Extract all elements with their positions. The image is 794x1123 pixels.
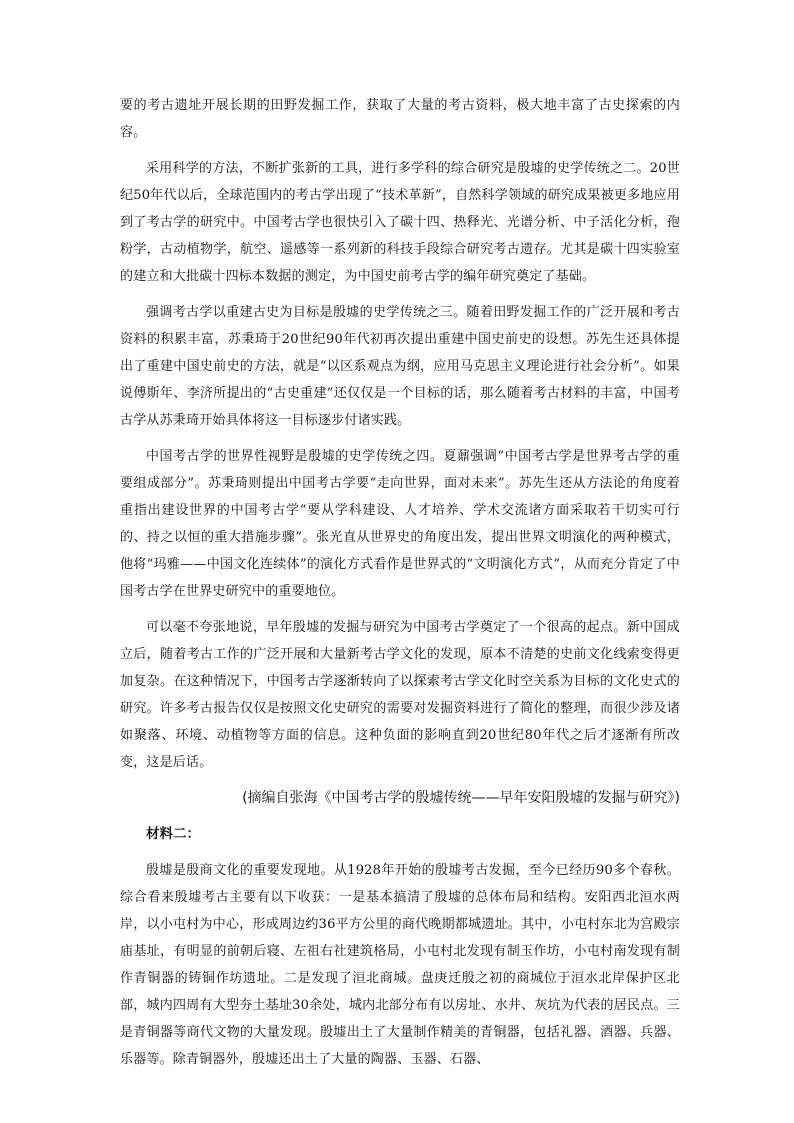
paragraph-continuation: 要的考古遗址开展长期的田野发掘工作，获取了大量的考古资料，极大地丰富了古史探索的内容。 <box>120 98 680 140</box>
paragraph-conclusion: 可以毫不夸张地说，早年殷墟的发掘与研究为中国考古学奠定了一个很高的起点。新中国成立后，随着考古工作的广泛开展和大量新考古学文化的发现，原本不清楚的史前文化线索变得更加复杂。在这种情况下，中国考古学逐渐转向了以探索考古学文化时空关系为目标的文化史式的研究。许多考古报告仅仅是按照文化史研究的需要对发掘资料进行了简化的整理，而很少涉及诸如聚落、环境、动植物等方面的信息。这种负面的影响直到20世纪80年代之后才逐渐有所改变，这是后话。 <box>120 620 680 770</box>
paragraph-tradition-two: 采用科学的方法，不断扩张新的工具，进行多学科的综合研究是殷墟的史学传统之二。20世纪50年代以后，全球范围内的考古学出现了“技术革新”，自然科学领域的研究成果被更多地应用到了考古学的研究中。中国考古学也很快引入了碳十四、热释光、光谱分析、中子活化分析，孢粉学，古动植物学，航空、遥感等一系列新的科技手段综合研究考古遗存。尤其是碳十四实验室的建立和大批碳十四标本数据的测定，为中国史前考古学的编年研究奠定了基础。 <box>120 161 680 284</box>
paragraph-tradition-four: 中国考古学的世界性视野是殷墟的史学传统之四。夏鼐强调“中国考古学是世界考古学的重要组成部分”。苏秉琦则提出中国考古学要“走向世界，面对未来”。苏先生还从方法论的角度着重指出建设世界的中国考古学“要从学科建设、人才培养、学术交流诸方面采取若干切实可行的、持之以恒的重大措施步骤”。张光直从世界史的角度出发，提出世界文明演化的两种模式，他将“玛雅——中国文化连续体”的演化方式看作是世界式的“文明演化方式”，从而充分肯定了中国考古学在世界史研究中的重要地位。 <box>120 449 680 599</box>
paragraph-tradition-three: 强调考古学以重建古史为目标是殷墟的史学传统之三。随着田野发掘工作的广泛开展和考古资料的积累丰富，苏秉琦于20世纪90年代初再次提出重建中国史前史的设想。苏先生还具体提出了重建中国史前史的方法，就是“以区系观点为纲，应用马克思主义理论进行社会分析”。如果说傅斯年、李济所提出的“古史重建”还仅仅是一个目标的话，那么随着考古材料的丰富，中国考古学从苏秉琦开始具体将这一目标逐步付诸实践。 <box>120 305 680 428</box>
section-heading-material-two: 材料二： <box>146 826 200 842</box>
source-citation: (摘编自张海《中国考古学的殷墟传统——早年安阳殷墟的发掘与研究》) <box>242 790 680 806</box>
document-body <box>120 92 680 1073</box>
paragraph-material-two: 殷墟是殷商文化的重要发现地。从1928年开始的殷墟考古发掘，至今已经历90多个春秋。综合看来殷墟考古主要有以下收获：一是基本搞清了殷墟的总体布局和结构。安阳西北洹水两岸，以小屯村为中心，形成周边约36平方公里的商代晚期都城遗址。其中，小屯村东北为宫殿宗庙基址，有明显的前朝后寝、左祖右社建筑格局，小屯村北发现有制玉作坊，小屯村南发现有制作青铜器的铸铜作坊遗址。二是发现了洹北商城。盘庚迁殷之初的商城位于洹水北岸保护区北部，城内四周有大型夯土基址30余处，城内北部分布有以房址、水井、灰坑为代表的居民点。三是青铜器等商代文物的大量发现。殷墟出土了大量制作精美的青铜器，包括礼器、酒器、兵器、乐器等。除青铜器外，殷墟还出土了大量的陶器、玉器、石器、 <box>120 863 680 1067</box>
